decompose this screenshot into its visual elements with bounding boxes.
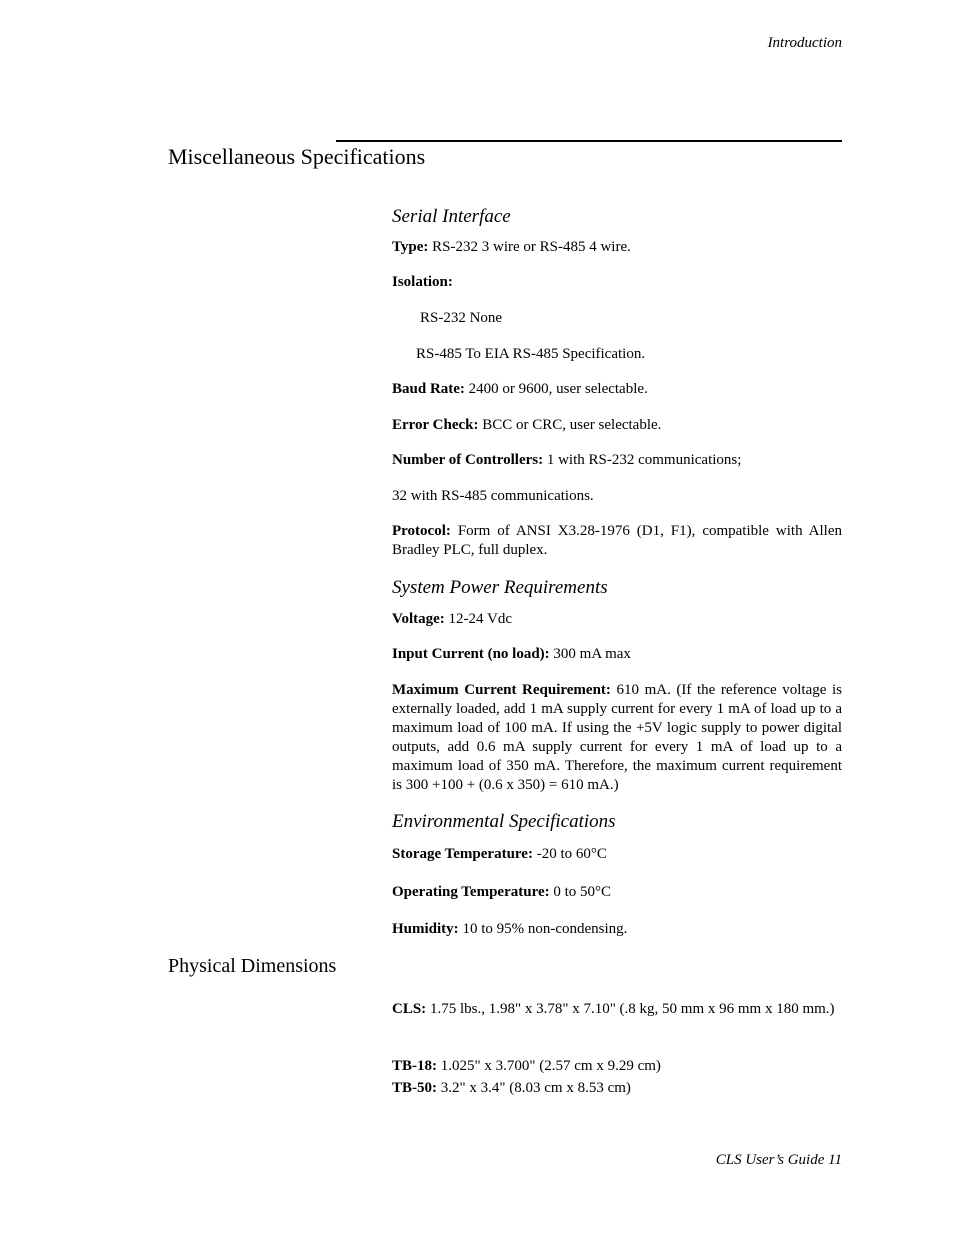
spec-label: Type: (392, 239, 429, 255)
spec-error-check (392, 416, 842, 435)
spec-value: Form of ANSI X3.28-1976 (D1, F1), compatible with Allen Bradley PLC, full duplex. (392, 523, 842, 558)
spec-label: Error Check: (392, 417, 479, 433)
spec-value: 1 with RS-232 communications; (546, 452, 742, 468)
spec-protocol (392, 522, 842, 560)
section-title-misc: Miscellaneous Specifications (168, 144, 426, 169)
spec-baud-rate (392, 380, 842, 399)
spec-value: 1.75 lbs., 1.98" x 3.78" x 7.10" (.8 kg, 50 mm x 96 mm x 180 mm.) (429, 1001, 835, 1017)
spec-type (392, 238, 842, 257)
spec-label: Humidity: (392, 921, 459, 937)
subsection-title-environment: Environmental Specifications (392, 811, 616, 832)
spec-value: 610 mA. (If the reference voltage is externally loaded, add 1 mA supply current for every 1 mA of load up to a maximum load of 100 mA. If using the +5V logic supply to power digital outputs, add 0.6 mA supply current for every 1 mA of load up to a maximum load of 350 mA. Therefore, the maximum current requirement is 300 +100 + (0.6 x 350) = 610 mA.) (392, 682, 843, 793)
spec-label: Isolation: (392, 274, 453, 290)
spec-value: BCC or CRC, user selectable. (482, 417, 662, 433)
subsection-title-power: System Power Requirements (392, 577, 608, 598)
spec-label: Maximum Current Requirement: (392, 682, 611, 698)
spec-value: 3.2" x 3.4" (8.03 cm x 8.53 cm) (440, 1080, 631, 1096)
spec-label: Operating Temperature: (392, 884, 550, 900)
spec-tb50-dimensions (392, 1079, 842, 1098)
spec-operating-temp (392, 883, 842, 902)
spec-value: 1.025" x 3.700" (2.57 cm x 9.29 cm) (440, 1058, 661, 1074)
spec-humidity (392, 920, 842, 939)
spec-tb18-dimensions (392, 1057, 842, 1076)
section-title-physical: Physical Dimensions (168, 955, 337, 977)
spec-value: 2400 or 9600, user selectable. (468, 381, 648, 397)
spec-controllers-rs485: 32 with RS-485 communications. (392, 488, 594, 504)
spec-label: Baud Rate: (392, 381, 465, 397)
spec-label: CLS: (392, 1001, 427, 1017)
spec-label: Input Current (no load): (392, 646, 550, 662)
spec-label: Protocol: (392, 523, 451, 539)
page-footer: CLS User’s Guide 11 (715, 1152, 842, 1168)
spec-isolation (392, 273, 842, 292)
spec-max-current (392, 681, 842, 795)
spec-label: Voltage: (392, 611, 445, 627)
section-rule (336, 140, 842, 142)
spec-controllers (392, 451, 842, 470)
spec-value: -20 to 60°C (536, 846, 607, 862)
spec-voltage (392, 610, 842, 629)
isolation-rs232: RS-232 None (420, 310, 503, 326)
spec-label: Storage Temperature: (392, 846, 533, 862)
spec-input-current (392, 645, 842, 664)
spec-value: 10 to 95% non-condensing. (462, 921, 628, 937)
spec-value: 12-24 Vdc (448, 611, 512, 627)
isolation-rs485: RS-485 To EIA RS-485 Specification. (416, 346, 646, 362)
spec-value: 300 mA max (553, 646, 631, 662)
running-head: Introduction (767, 35, 842, 51)
spec-cls-dimensions (392, 1000, 842, 1019)
spec-value: 0 to 50°C (553, 884, 612, 900)
spec-label: TB-50: (392, 1080, 437, 1096)
spec-value: RS-232 3 wire or RS-485 4 wire. (432, 239, 631, 255)
subsection-title-serial: Serial Interface (392, 206, 511, 227)
spec-label: TB-18: (392, 1058, 437, 1074)
spec-label: Number of Controllers: (392, 452, 544, 468)
spec-storage-temp (392, 845, 842, 864)
